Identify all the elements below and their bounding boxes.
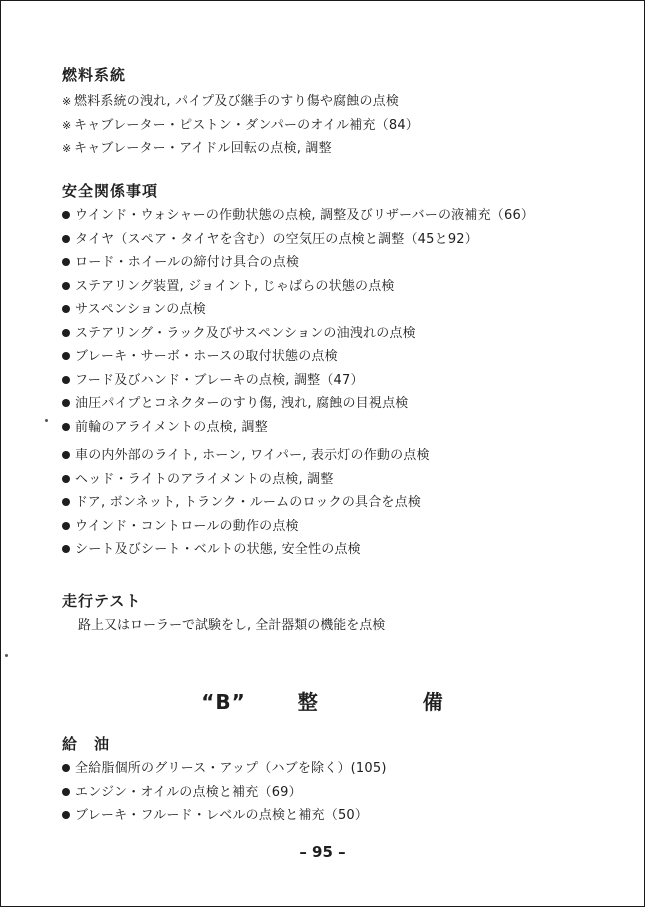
bullet-icon [62,423,70,431]
list-item: ※ キャブレーター・アイドル回転の点検, 調整 [62,137,644,161]
b-service-char-2: 備 [422,690,444,714]
list-item: サスペンションの点検 [62,298,644,322]
bullet-icon [62,475,70,483]
asterisk-icon: ※ [62,95,72,108]
lubrication-heading: 給 油 [62,735,111,753]
safety-heading: 安全関係事項 [62,182,159,200]
list-item: ブレーキ・フルード・レベルの点検と補充（50） [62,804,644,828]
list-item: ウインド・コントロールの動作の点検 [62,515,644,539]
bullet-icon [62,811,70,819]
scan-speck [5,654,8,657]
bullet-icon [62,451,70,459]
fuel-system-list [62,90,644,161]
lubrication-list [62,757,644,828]
list-item: ※ キャブレーター・ピストン・ダンパーのオイル補充（84） [62,114,644,138]
list-item: フード及びハンド・ブレーキの点検, 調整（47） [62,369,644,393]
asterisk-icon: ※ [62,118,72,132]
list-item: ロード・ホイールの締付け具合の点検 [62,251,644,275]
bullet-icon [62,235,70,243]
bullet-icon [62,352,70,360]
bullet-icon [62,305,70,313]
list-item: ドア, ボンネット, トランク・ルームのロックの具合を点検 [62,491,644,515]
lubrication-section [62,734,644,828]
b-service-title [1,686,644,715]
safety-section [62,181,644,562]
list-item: エンジン・オイルの点検と補充（69） [62,781,644,805]
bullet-icon [62,764,70,772]
bullet-icon [62,258,70,266]
page-number: – 95 – [299,843,346,861]
list-item: 全給脂個所のグリース・アップ（ハブを除く）(105) [62,757,644,781]
fuel-system-section [62,65,644,161]
bullet-icon [62,788,70,796]
fuel-system-heading: 燃料系統 [62,66,127,84]
b-service-label: “B” [201,690,246,714]
road-test-section [62,591,644,637]
list-item: ステアリング・ラック及びサスペンションの油洩れの点検 [62,322,644,346]
bullet-icon [62,211,70,219]
bullet-icon [62,498,70,506]
list-item: ステアリング装置, ジョイント, じゃばらの状態の点検 [62,275,644,299]
safety-list-group-2 [62,444,644,562]
bullet-icon [62,399,70,407]
list-item: 前輪のアライメントの点検, 調整 [62,416,644,440]
road-test-text: 路上又はローラーで試験をし, 全計器類の機能を点検 [78,618,386,633]
safety-list-group-1 [62,204,644,439]
list-item: ウインド・ウォシャーの作動状態の点検, 調整及びリザーバーの液補充（66） [62,204,644,228]
bullet-icon [62,522,70,530]
b-service-char-1: 整 [297,690,319,714]
road-test-heading: 走行テスト [62,592,142,610]
list-item: ヘッド・ライトのアライメントの点検, 調整 [62,468,644,492]
list-item: 車の内外部のライト, ホーン, ワイパー, 表示灯の作動の点検 [62,444,644,468]
bullet-icon [62,376,70,384]
list-item: ※ 燃料系統の洩れ, パイプ及び継手のすり傷や腐蝕の点検 [62,90,644,114]
list-item: シート及びシート・ベルトの状態, 安全性の点検 [62,538,644,562]
list-item: 油圧パイプとコネクターのすり傷, 洩れ, 腐蝕の目視点検 [62,392,644,416]
list-item: ブレーキ・サーボ・ホースの取付状態の点検 [62,345,644,369]
list-item: タイヤ（スペア・タイヤを含む）の空気圧の点検と調整（45と92） [62,228,644,252]
bullet-icon [62,282,70,290]
scan-speck [45,419,48,422]
asterisk-icon: ※ [62,142,72,155]
bullet-icon [62,545,70,553]
bullet-icon [62,329,70,337]
